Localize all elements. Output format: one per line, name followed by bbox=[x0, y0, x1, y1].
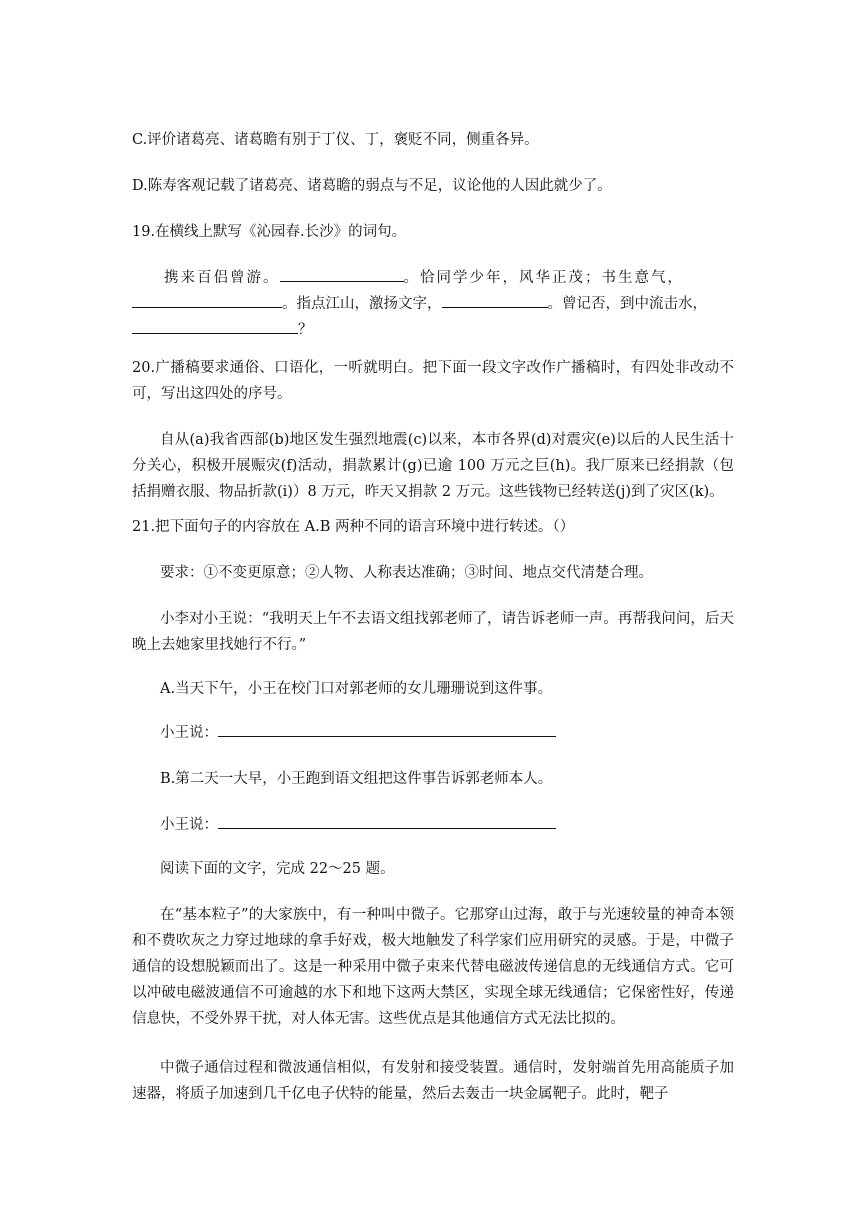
answer-blank[interactable] bbox=[218, 720, 556, 737]
question-21-b-answer bbox=[132, 812, 734, 838]
question-21-a: A.当天下午，小王在校门口对郭老师的女儿珊珊说到这件事。 bbox=[160, 681, 553, 697]
reading-instruction: 阅读下面的文字，完成 22～25 题。 bbox=[160, 861, 395, 877]
fill-text: 携来百侣曾游。 bbox=[164, 270, 280, 286]
fill-text: 。曾记否，到中流击水， bbox=[547, 296, 707, 312]
fill-text: ？ bbox=[298, 322, 313, 338]
answer-label: 小王说： bbox=[160, 725, 218, 741]
fill-text: 。恰同学少年，风华正茂；书生意气， bbox=[403, 270, 684, 286]
fill-line-2 bbox=[132, 291, 734, 317]
answer-blank bbox=[132, 317, 298, 334]
question-21: 21.把下面句子的内容放在 A.B 两种不同的语言环境中进行转述。（） bbox=[132, 519, 575, 535]
question-21-requirements: 要求：①不变更原意；②人物、人称表达准确；③时间、地点交代清楚合理。 bbox=[160, 565, 653, 581]
answer-blank bbox=[280, 265, 404, 282]
question-20-text: 自从(a)我省西部(b)地区发生强烈地震(c)以来，本市各界(d)对震灾(e)以后的人民生活十分关心，积极开展赈灾(f)活动，捐款累计(g)已逾 100 万元之巨(h)。我厂原来已经捐款（包括捐赠衣服、物品折款(i)）8 万元，昨天又捐款 2 万元。这些钱物已经转送(j)到了灾区(k)。 bbox=[132, 432, 734, 500]
answer-blank bbox=[132, 291, 282, 308]
question-21-quote: 小李对小王说：“我明天上午不去语文组找郭老师了，请告诉老师一声。再帮我问问，后天晚上去她家里找她行不行。” bbox=[132, 611, 734, 653]
question-21-a-answer bbox=[132, 720, 734, 746]
question-19-fill bbox=[132, 265, 734, 343]
reading-paragraph-1: 在“基本粒子”的大家族中，有一种叫中微子。它那穿山过海，敢于与光速较量的神奇本领和不费吹灰之力穿过地球的拿手好戏，极大地触发了科学家们应用研究的灵感。于是，中微子通信的设想脱颖而出了。这是一种采用中微子束来代替电磁波传递信息的无线通信方式。它可以冲破电磁波通信不可逾越的水下和地下这两大禁区，实现全球无线通信；它保密性好，传递信息快，不受外界干扰，对人体无害。这些优点是其他通信方式无法比拟的。 bbox=[132, 907, 734, 1027]
fill-text: 。指点江山，激扬文字， bbox=[282, 296, 442, 312]
question-20: 20.广播稿要求通俗、口语化，一听就明白。把下面一段文字改作广播稿时，有四处非改动不可，写出这四处的序号。 bbox=[132, 360, 734, 402]
question-19: 19.在横线上默写《沁园春.长沙》的词句。 bbox=[132, 224, 407, 240]
fill-line-1 bbox=[132, 265, 734, 291]
question-21-b: B.第二天一大早，小王跑到语文组把这件事告诉郭老师本人。 bbox=[160, 771, 553, 787]
fill-line-3 bbox=[132, 317, 734, 343]
answer-label: 小王说： bbox=[160, 817, 218, 833]
reading-paragraph-2: 中微子通信过程和微波通信相似，有发射和接受装置。通信时，发射端首先用高能质子加速器，将质子加速到几千亿电子伏特的能量，然后去轰击一块金属靶子。此时，靶子 bbox=[132, 1060, 734, 1102]
answer-blank[interactable] bbox=[218, 812, 556, 829]
answer-blank bbox=[442, 291, 548, 308]
option-c: C.评价诸葛亮、诸葛瞻有别于丁仪、丁，褒贬不同，侧重各异。 bbox=[132, 132, 539, 148]
option-d: D.陈寿客观记载了诸葛亮、诸葛瞻的弱点与不足，议论他的人因此就少了。 bbox=[132, 178, 612, 194]
